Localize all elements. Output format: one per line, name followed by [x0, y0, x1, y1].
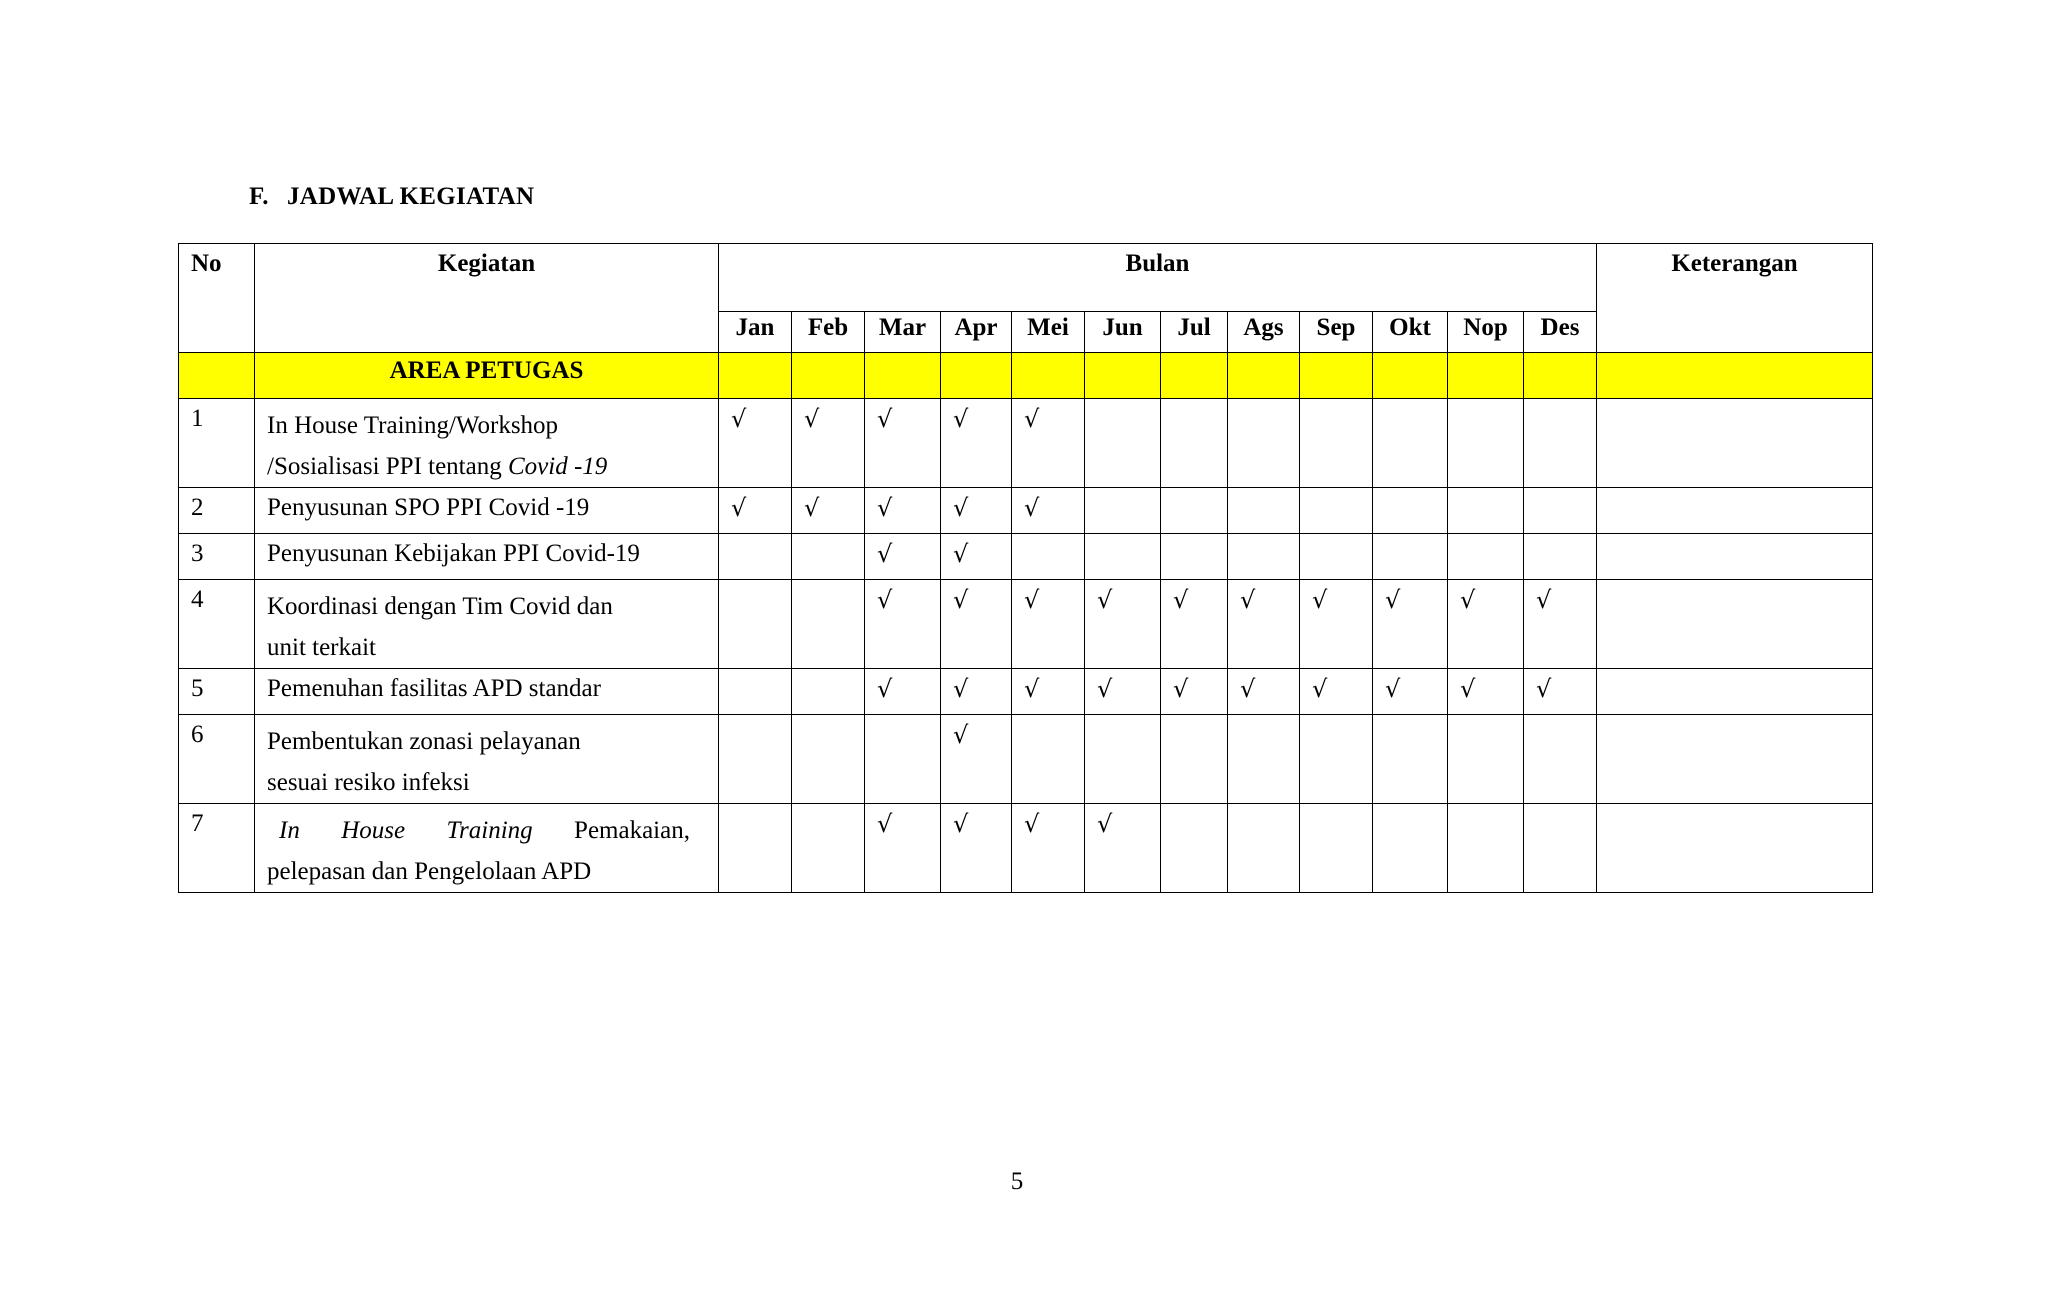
month-cell: √ [941, 715, 1012, 804]
month-cell [792, 715, 865, 804]
month-cell [792, 804, 865, 893]
row-activity: Penyusunan Kebijakan PPI Covid-19 [255, 534, 719, 580]
month-cell [1448, 804, 1524, 893]
month-cell [1448, 488, 1524, 534]
month-cell [1161, 715, 1228, 804]
page-number: 5 [1010, 1168, 1024, 1195]
month-cell [1300, 488, 1373, 534]
month-cell: √ [792, 488, 865, 534]
month-cell [1228, 715, 1300, 804]
header-keterangan: Keterangan [1597, 244, 1873, 353]
month-cell: √ [941, 534, 1012, 580]
month-header: Jan [719, 312, 792, 353]
month-cell [1524, 804, 1597, 893]
month-cell: √ [865, 580, 941, 669]
month-cell: √ [1012, 488, 1085, 534]
month-header: Mar [865, 312, 941, 353]
month-cell [1300, 534, 1373, 580]
month-header: Mei [1012, 312, 1085, 353]
month-header: Okt [1373, 312, 1448, 353]
month-cell: √ [1012, 580, 1085, 669]
header-no: No [179, 244, 255, 353]
row-activity-italic-2: House [341, 817, 406, 844]
month-cell [1085, 399, 1161, 488]
month-cell [719, 715, 792, 804]
month-cell: √ [1524, 669, 1597, 715]
row-activity-line1: Koordinasi dengan Tim Covid dan [267, 593, 613, 620]
month-cell [1161, 399, 1228, 488]
row-activity [255, 580, 719, 669]
month-header: Sep [1300, 312, 1373, 353]
month-cell [865, 715, 941, 804]
month-header: Des [1524, 312, 1597, 353]
row-keterangan [1597, 488, 1873, 534]
month-cell [1161, 534, 1228, 580]
row-activity: Penyusunan SPO PPI Covid -19 [255, 488, 719, 534]
section-title: JADWAL KEGIATAN [287, 183, 535, 210]
row-no: 5 [179, 669, 255, 715]
area-label: AREA PETUGAS [255, 353, 719, 399]
row-no: 6 [179, 715, 255, 804]
row-activity-italic: Covid -19 [507, 453, 608, 480]
month-cell: √ [1085, 804, 1161, 893]
month-cell: √ [1085, 669, 1161, 715]
month-header: Feb [792, 312, 865, 353]
row-activity [255, 715, 719, 804]
month-cell: √ [865, 399, 941, 488]
month-cell: √ [1373, 669, 1448, 715]
month-cell: √ [1300, 669, 1373, 715]
month-cell: √ [941, 580, 1012, 669]
row-activity-line1: In House Training/Workshop [267, 412, 559, 439]
month-cell [1373, 488, 1448, 534]
month-cell [1448, 534, 1524, 580]
row-no: 1 [179, 399, 255, 488]
row-activity-line1-rest: Pemakaian, [574, 817, 690, 844]
month-cell: √ [719, 488, 792, 534]
month-cell: √ [1373, 580, 1448, 669]
month-cell [719, 804, 792, 893]
month-cell: √ [1228, 580, 1300, 669]
month-cell [1300, 804, 1373, 893]
month-cell [792, 669, 865, 715]
month-cell [1524, 399, 1597, 488]
area-no-cell [179, 353, 255, 399]
month-header: Jul [1161, 312, 1228, 353]
month-cell [1300, 715, 1373, 804]
month-cell [1373, 804, 1448, 893]
row-no: 3 [179, 534, 255, 580]
month-cell: √ [1448, 669, 1524, 715]
table-row [179, 488, 1873, 534]
row-no: 2 [179, 488, 255, 534]
header-kegiatan: Kegiatan [255, 244, 719, 353]
month-cell: √ [941, 804, 1012, 893]
month-cell [1085, 488, 1161, 534]
table-row [179, 715, 1873, 804]
month-cell [792, 534, 865, 580]
row-activity-italic-1: In [279, 817, 300, 844]
month-cell: √ [1228, 669, 1300, 715]
month-cell: √ [941, 488, 1012, 534]
month-cell [1228, 534, 1300, 580]
row-no: 4 [179, 580, 255, 669]
month-cell [1012, 715, 1085, 804]
month-cell [1373, 715, 1448, 804]
row-keterangan [1597, 804, 1873, 893]
month-cell [719, 669, 792, 715]
month-cell: √ [1085, 580, 1161, 669]
month-cell [719, 580, 792, 669]
month-cell [1448, 715, 1524, 804]
month-cell: √ [865, 669, 941, 715]
month-cell: √ [1524, 580, 1597, 669]
row-keterangan [1597, 399, 1873, 488]
month-header: Ags [1228, 312, 1300, 353]
row-keterangan [1597, 534, 1873, 580]
month-cell: √ [1161, 580, 1228, 669]
row-activity: Pemenuhan fasilitas APD standar [255, 669, 719, 715]
section-heading [249, 183, 534, 211]
month-cell [1300, 399, 1373, 488]
row-activity [255, 804, 719, 893]
row-activity-line1: Pembentukan zonasi pelayanan [267, 728, 581, 755]
month-cell: √ [1448, 580, 1524, 669]
month-cell [1228, 399, 1300, 488]
table-row [179, 669, 1873, 715]
month-header: Apr [941, 312, 1012, 353]
month-cell [1524, 488, 1597, 534]
month-header: Nop [1448, 312, 1524, 353]
table-row [179, 399, 1873, 488]
month-cell: √ [792, 399, 865, 488]
month-cell: √ [1012, 669, 1085, 715]
row-activity [255, 399, 719, 488]
row-keterangan [1597, 715, 1873, 804]
month-cell: √ [1161, 669, 1228, 715]
row-no: 7 [179, 804, 255, 893]
month-cell: √ [1012, 804, 1085, 893]
month-cell [1448, 399, 1524, 488]
row-keterangan [1597, 669, 1873, 715]
month-cell: √ [865, 804, 941, 893]
month-cell [1161, 488, 1228, 534]
month-cell [1373, 399, 1448, 488]
month-cell: √ [941, 399, 1012, 488]
month-cell [719, 534, 792, 580]
month-cell [1228, 804, 1300, 893]
month-cell [1228, 488, 1300, 534]
table-row [179, 580, 1873, 669]
month-cell [1524, 534, 1597, 580]
area-row [179, 353, 1873, 399]
month-cell [1161, 804, 1228, 893]
month-cell: √ [1300, 580, 1373, 669]
table-row [179, 534, 1873, 580]
month-cell [1524, 715, 1597, 804]
row-keterangan [1597, 580, 1873, 669]
month-cell [792, 580, 865, 669]
row-activity-line2: /Sosialisasi PPI tentang [267, 453, 508, 480]
month-cell [1373, 534, 1448, 580]
row-activity-line2: unit terkait [267, 634, 376, 661]
header-bulan: Bulan [719, 244, 1597, 312]
month-cell: √ [865, 534, 941, 580]
month-cell: √ [1012, 399, 1085, 488]
table-row [179, 804, 1873, 893]
month-cell [1012, 534, 1085, 580]
month-cell: √ [941, 669, 1012, 715]
month-cell [1085, 534, 1161, 580]
month-cell [1085, 715, 1161, 804]
month-header: Jun [1085, 312, 1161, 353]
section-letter: F. [249, 183, 269, 210]
row-activity-italic-3: Training [446, 817, 533, 844]
schedule-table [178, 243, 1873, 893]
month-cell: √ [719, 399, 792, 488]
row-activity-line2: sesuai resiko infeksi [267, 769, 470, 796]
month-cell: √ [865, 488, 941, 534]
row-activity-line2: pelepasan dan Pengelolaan APD [267, 858, 592, 885]
